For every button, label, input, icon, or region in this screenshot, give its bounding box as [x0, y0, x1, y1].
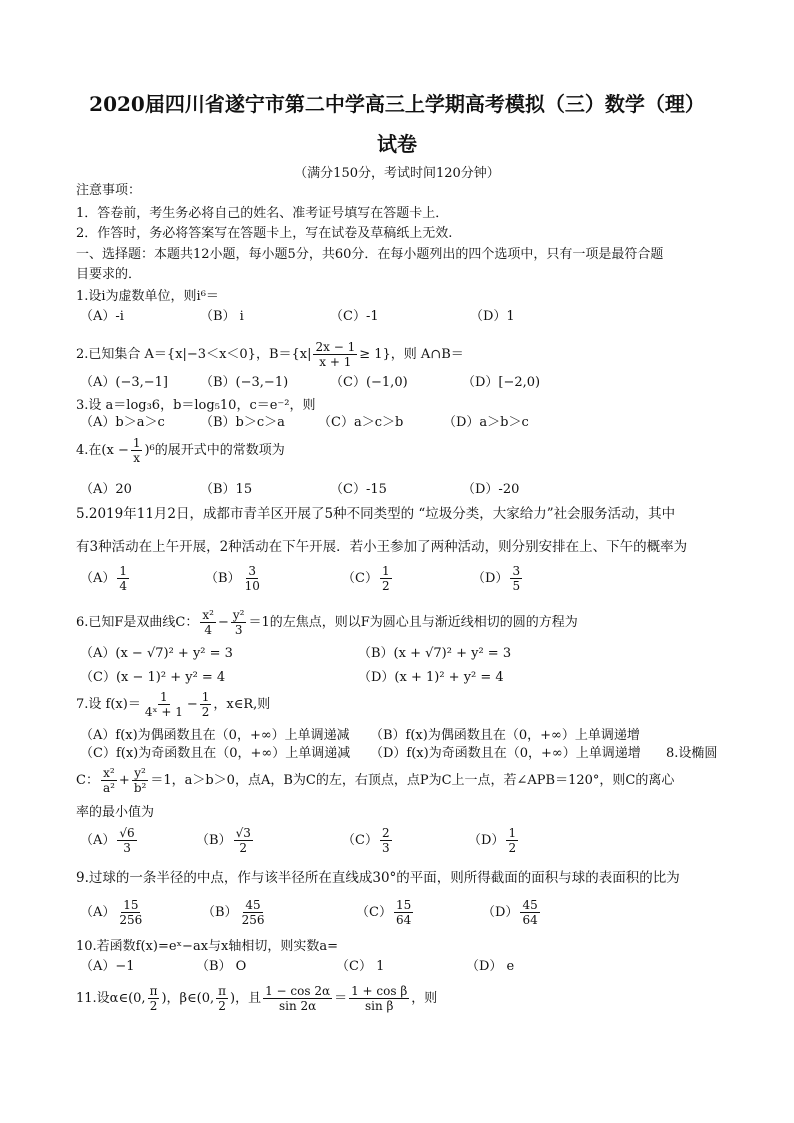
- q10-option-d: （D） e: [466, 959, 515, 974]
- q4-option-d: （D）-20: [462, 482, 520, 497]
- q9-option-d-label: （D）: [482, 905, 519, 920]
- q7-option-d: （D）f(x)为奇函数且在（0，+∞）上单调递增: [370, 746, 641, 761]
- q9-option-d: [482, 898, 542, 927]
- q9-option-c: [356, 898, 415, 927]
- q2-stem-start: 2.已知集合 A＝{x|−3＜x＜0}，B＝{x|: [76, 347, 312, 362]
- q4-frac-den: x: [133, 451, 141, 465]
- q6-f2-num: y²: [232, 608, 245, 622]
- q2-option-d: （D）[−2,0): [462, 375, 541, 390]
- q3-option-d: （D）a＞b＞c: [443, 415, 529, 430]
- q11-f1-num: π: [149, 984, 158, 998]
- q5-d-den: 5: [512, 579, 521, 593]
- note-1: 1．答卷前，考生务必将自己的姓名、准考证号填写在答题卡上．: [76, 206, 449, 221]
- q11-stem-mid: )，β∈(0,: [161, 991, 215, 1006]
- q8-option-a: [80, 826, 139, 855]
- q8-fraction-2: [132, 766, 149, 795]
- q7-f2-num: 1: [201, 690, 210, 704]
- q5-c-den: 2: [381, 579, 390, 593]
- q8-stem-start: C：: [76, 773, 99, 788]
- q11-fraction-3: [263, 984, 332, 1013]
- q10-option-a: （A）−1: [80, 959, 135, 974]
- q8-plus: +: [118, 773, 130, 788]
- question-5-stem-cont: 有3种活动在上午开展，2种活动在下午开展．若小王参加了两种活动，则分别安排在上、下午的概率为: [76, 539, 688, 555]
- q9-c-num: 15: [395, 898, 412, 912]
- q5-option-d-fraction: [510, 564, 522, 593]
- question-2-stem: [76, 340, 464, 369]
- q8-fraction-1: [101, 766, 117, 795]
- q5-option-a-fraction: [117, 564, 129, 593]
- q7-fraction-1: [143, 690, 185, 719]
- q2-fraction: [313, 340, 357, 369]
- q8-f2-num: y²: [134, 766, 146, 780]
- q7-option-c: （C）f(x)为奇函数且在（0，+∞）上单调递减: [80, 746, 351, 761]
- q5-a-den: 4: [119, 579, 128, 593]
- q5-b-num: 3: [248, 564, 257, 578]
- q8-option-b: [196, 826, 255, 855]
- q1-option-b: （B） i: [200, 309, 244, 324]
- q5-option-c: [342, 564, 394, 593]
- q8-option-a-fraction: [117, 826, 136, 855]
- q6-fraction-2: [231, 608, 247, 637]
- q9-b-num: 45: [245, 898, 261, 912]
- note-2: 2．作答时，务必将答案写在答题卡上，写在试卷及草稿纸上无效.: [76, 226, 453, 241]
- q8-c-num: 2: [381, 826, 390, 840]
- q2-option-b: （B）(−3,−1): [200, 375, 289, 390]
- q6-f1-den: 4: [204, 623, 212, 637]
- q10-option-b: （B） O: [196, 959, 247, 974]
- q5-option-c-label: （C）: [342, 571, 378, 586]
- section-1-instructions: 一、选择题：本题共12小题，每小题5分，共60分．在每小题列出的四个选项中，只有一项是最符合题: [76, 247, 664, 262]
- q4-stem-start: 4.在(x −: [76, 443, 129, 458]
- page-title: 2020届四川省遂宁市第二中学高三上学期高考模拟（三）数学（理）: [89, 92, 705, 116]
- q11-f4-num: 1 + cos β: [351, 984, 408, 998]
- q3-option-b: （B）b＞c＞a: [200, 415, 285, 430]
- q11-stem-end: ，则: [411, 991, 438, 1006]
- q4-option-c: （C）-15: [330, 482, 387, 497]
- q2-option-c: （C）(−1,0): [330, 375, 408, 390]
- q11-stem-start: 11.设α∈(0,: [76, 991, 146, 1006]
- q7-minus: −: [186, 697, 198, 712]
- q5-option-b-label: （B）: [205, 571, 241, 586]
- q9-option-b: [202, 898, 268, 927]
- q9-c-den: 64: [395, 913, 412, 927]
- q1-option-c: （C）-1: [330, 309, 379, 324]
- question-11-stem: [76, 984, 437, 1013]
- q4-option-b: （B）15: [200, 482, 253, 497]
- q1-option-a: （A）-i: [80, 309, 124, 324]
- q9-option-c-label: （C）: [356, 905, 392, 920]
- q2-frac-num: 2x − 1: [315, 340, 356, 354]
- q8-option-c-fraction: [380, 826, 392, 855]
- q5-d-num: 3: [512, 564, 521, 578]
- q9-a-den: 256: [119, 913, 143, 927]
- q7-f2-den: 2: [201, 705, 210, 719]
- q6-option-a: （A）(x − √7)² + y² = 3: [80, 646, 233, 661]
- q8-option-c: [342, 826, 394, 855]
- q6-option-b: （B）(x + √7)² + y² = 3: [358, 646, 512, 661]
- q8-b-num: √3: [235, 826, 251, 840]
- q5-option-c-fraction: [380, 564, 392, 593]
- q11-fraction-2: [216, 984, 228, 1013]
- notes-header: 注意事项：: [76, 183, 142, 198]
- q3-option-a: （A）b＞a＞c: [80, 415, 165, 430]
- q7-stem-start: 7.设 f(x)＝: [76, 697, 141, 712]
- q11-f1-den: 2: [149, 999, 158, 1013]
- q11-fraction-4: [349, 984, 409, 1013]
- q8-d-num: 1: [508, 826, 517, 840]
- q5-b-den: 10: [244, 579, 260, 593]
- q9-option-d-fraction: [520, 898, 539, 927]
- question-1-stem: 1.设i为虚数单位，则i⁶＝: [76, 289, 219, 304]
- q5-option-a: [80, 564, 131, 593]
- q5-c-num: 1: [381, 564, 390, 578]
- q11-f2-den: 2: [218, 999, 226, 1013]
- q4-fraction: [131, 436, 143, 465]
- q8-option-d-label: （D）: [468, 833, 505, 848]
- page-title-line2: 试卷: [377, 132, 417, 156]
- q4-frac-num: 1: [132, 436, 141, 450]
- q6-fraction-1: [200, 608, 216, 637]
- question-4-stem: [76, 436, 285, 465]
- q6-stem-start: 6.已知F是双曲线C：: [76, 615, 199, 630]
- q5-option-b: [205, 564, 264, 593]
- q11-f3-den: sin 2α: [278, 999, 317, 1013]
- q8-f2-den: b²: [133, 781, 147, 795]
- q7-fraction-2: [200, 690, 212, 719]
- q8-option-c-label: （C）: [342, 833, 378, 848]
- q9-option-b-fraction: [240, 898, 267, 927]
- q2-option-a: （A）(−3,−1]: [80, 375, 168, 390]
- q8-option-b-fraction: [234, 826, 253, 855]
- question-5-stem: 5.2019年11月2日，成都市青羊区开展了5种不同类型的 “垃圾分类，大家给力”社会服务活动，其中: [76, 506, 676, 522]
- q9-option-c-fraction: [394, 898, 413, 927]
- q5-option-d: [472, 564, 524, 593]
- q4-stem-end: )⁶的展开式中的常数项为: [144, 443, 285, 458]
- q9-d-num: 45: [522, 898, 538, 912]
- q8-option-d-fraction: [506, 826, 518, 855]
- q1-option-d: （D）1: [470, 309, 515, 324]
- q8-c-den: 3: [381, 841, 390, 855]
- q8-a-den: 3: [123, 841, 131, 855]
- question-8-head: 8.设椭圆: [666, 746, 718, 761]
- q8-a-num: √6: [119, 826, 135, 840]
- q8-f1-den: a²: [102, 781, 115, 795]
- q11-equals: ＝: [334, 991, 348, 1006]
- q4-option-a: （A）20: [80, 482, 132, 497]
- q3-option-c: （C）a＞c＞b: [318, 415, 404, 430]
- q6-stem-end: ＝1的左焦点，则以F为圆心且与渐近线相切的圆的方程为: [248, 615, 578, 630]
- question-10-stem: 10.若函数f(x)=eˣ−ax与x轴相切，则实数a=: [76, 939, 339, 954]
- q5-option-d-label: （D）: [472, 571, 509, 586]
- q11-f2-num: π: [218, 984, 227, 998]
- q5-option-a-label: （A）: [80, 571, 116, 586]
- q8-option-b-label: （B）: [196, 833, 232, 848]
- q6-f1-num: x²: [202, 608, 214, 622]
- q11-f4-den: sin β: [364, 999, 394, 1013]
- q8-option-a-label: （A）: [80, 833, 116, 848]
- q9-b-den: 256: [241, 913, 265, 927]
- q9-option-b-label: （B）: [202, 905, 238, 920]
- section-1-instructions-cont: 目要求的．: [76, 267, 142, 282]
- q10-option-c: （C） 1: [336, 959, 385, 974]
- q8-option-d: [468, 826, 520, 855]
- q2-stem-end: ≥ 1}，则 A∩B＝: [359, 347, 464, 362]
- q9-d-den: 64: [522, 913, 538, 927]
- question-6-stem: [76, 608, 578, 637]
- q8-b-den: 2: [239, 841, 248, 855]
- question-7-stem: [76, 690, 270, 719]
- q11-f3-num: 1 − cos 2α: [265, 984, 331, 998]
- question-8-stem-cont: 率的最小值为: [76, 805, 155, 820]
- q9-option-a-label: （A）: [80, 905, 116, 920]
- q8-stem-end: ＝1，a＞b＞0，点A，B为C的左，右顶点，点P为C上一点，若∠APB＝120°，则C的离心: [150, 773, 675, 788]
- q8-f1-num: x²: [103, 766, 115, 780]
- q7-option-b: （B）f(x)为偶函数且在（0，+∞）上单调递增: [370, 728, 640, 743]
- q6-f2-den: 3: [234, 623, 243, 637]
- q2-frac-den: x + 1: [319, 355, 352, 369]
- question-9-stem: 9.过球的一条半径的中点，作与该半径所在直线成30°的平面，则所得截面的面积与球的表面积的比为: [76, 870, 680, 886]
- q5-a-num: 1: [119, 564, 128, 578]
- q6-option-d: （D）(x + 1)² + y² = 4: [358, 670, 504, 685]
- q9-option-a: [80, 898, 146, 927]
- q5-option-b-fraction: [243, 564, 262, 593]
- q9-a-num: 15: [123, 898, 139, 912]
- question-8-stem: [76, 766, 674, 795]
- q9-option-a-fraction: [117, 898, 144, 927]
- question-3-stem: 3.设 a＝log₃6，b＝log₅10，c＝e⁻²，则: [76, 398, 316, 413]
- q11-stem-and: )，且: [230, 991, 262, 1006]
- q7-f1-den: 4ˣ + 1: [144, 705, 183, 719]
- q7-f1-num: 1: [160, 690, 168, 704]
- q8-d-den: 2: [508, 841, 517, 855]
- q7-option-a: （A）f(x)为偶函数且在（0，+∞）上单调递减: [80, 728, 350, 743]
- exam-info: （满分150分，考试时间120分钟）: [294, 166, 500, 181]
- q6-option-c: （C）(x − 1)² + y² = 4: [80, 670, 226, 685]
- q11-fraction-1: [148, 984, 160, 1013]
- q7-stem-end: ，x∈R,则: [213, 697, 271, 712]
- q6-minus: −: [217, 615, 229, 630]
